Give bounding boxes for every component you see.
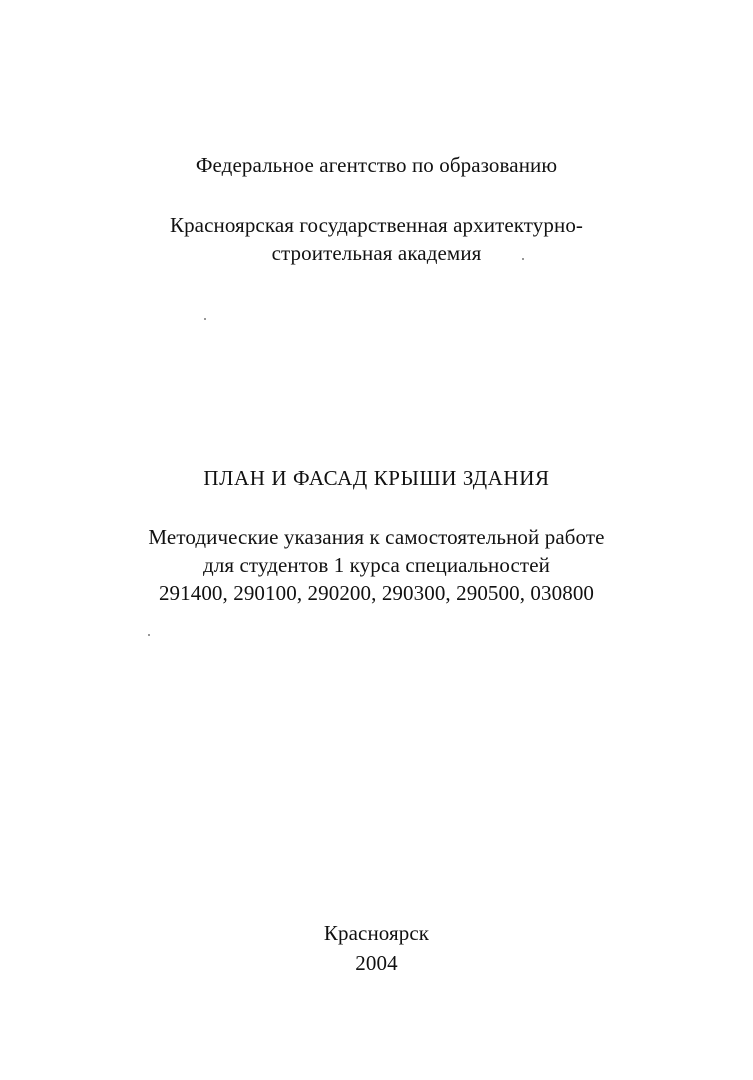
scan-speck (148, 634, 150, 636)
document-title: ПЛАН И ФАСАД КРЫШИ ЗДАНИЯ (203, 466, 550, 490)
scan-speck (522, 258, 524, 260)
subtitle-line-1: Методические указания к самостоятельной работе (148, 525, 605, 549)
academy-name-line-1: Красноярская государственная архитектурно- (169, 213, 584, 237)
specialties-list: 291400, 290100, 290200, 290300, 290500, 030800 (158, 581, 595, 605)
year: 2004 (355, 951, 398, 975)
subtitle-line-2: для студентов 1 курса специальностей (203, 553, 550, 577)
academy-name-line-2: строительная академия (271, 241, 482, 265)
agency-name: Федеральное агентство по образованию (195, 153, 558, 177)
city: Красноярск (323, 921, 430, 945)
scan-speck (204, 318, 206, 320)
